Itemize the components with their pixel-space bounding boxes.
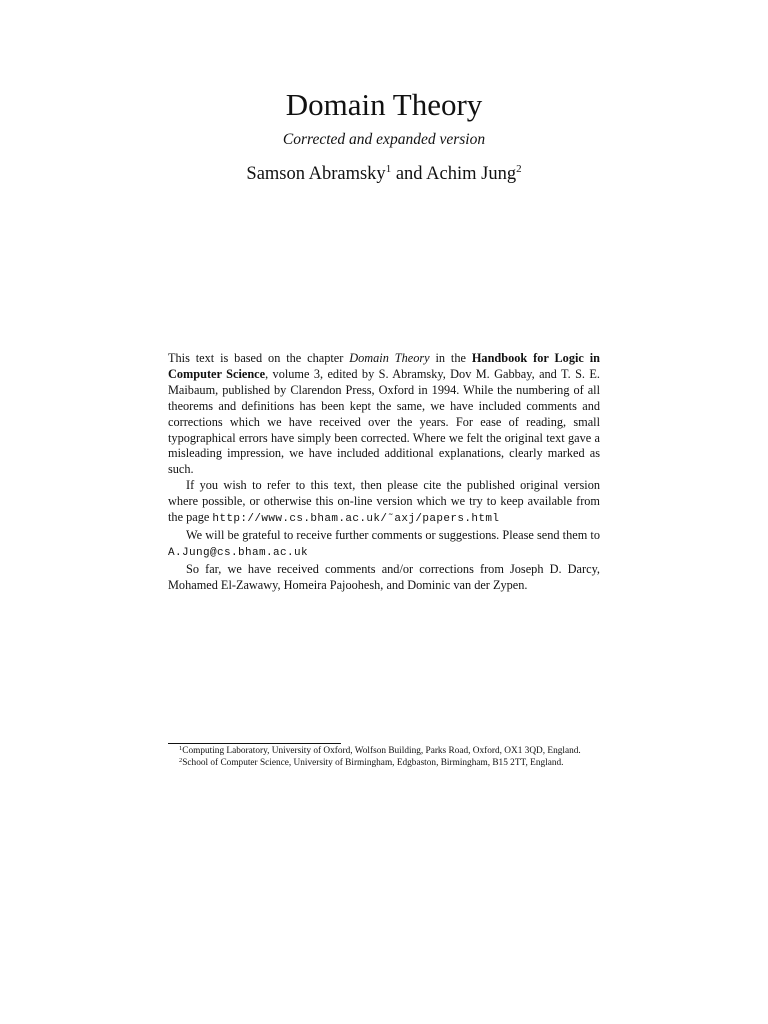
text-run: If you wish to refer to this text, then please cite the published original version where possible, or otherwise this on-line version which we try to keep available from the page (168, 478, 600, 525)
footnote-rule (168, 743, 341, 744)
footnote-item (168, 746, 600, 758)
paper-title: Domain Theory (285, 87, 483, 122)
handbook-title: Handbook for Logic in Computer Science (168, 351, 601, 381)
footnote-marker: 2 (516, 163, 522, 175)
paragraph-acknowledgements: So far, we have received comments and/or corrections from Joseph D. Darcy, Mohamed El-Zawawy, Homeira Pajoohesh, and Dominic van der Zypen. (168, 561, 600, 592)
text-run: We will be grateful to receive further comments or suggestions. Please send them to (186, 527, 600, 542)
author-line (0, 162, 768, 186)
footnote-text: Computing Laboratory, University of Oxford, Wolfson Building, Parks Road, Oxford, OX1 3QD, England. (182, 746, 581, 756)
chapter-title: Domain Theory (349, 351, 430, 365)
email-link[interactable]: A.Jung@cs.bham.ac.uk (168, 546, 309, 559)
text-run: , volume 3, edited by S. Abramsky, Dov M. Gabbay, and T. S. E. Maibaum, published by Clarendon Press, Oxford in 1994. While the numbering of all theorems and definitions has been kept the same, we have included comments and corrections which we have received over the years. For ease of reading, small typographical errors have simply been corrected. Where we felt the original text gave a misleading impression, we have included additional explanations, clearly marked as such. (168, 366, 600, 477)
footnote-marker: 1 (385, 163, 392, 175)
footnote-marker: 1 (179, 745, 183, 752)
footnote-marker: 2 (179, 756, 183, 764)
paragraph-citation (168, 478, 600, 528)
author-name: Achim Jung (426, 164, 517, 184)
paragraph-feedback (168, 528, 600, 562)
author-joiner: and (395, 164, 423, 184)
text-run: in the (429, 351, 472, 365)
footnotes (168, 746, 600, 769)
text-run: This text is based on the chapter (168, 351, 350, 365)
footnote-item (168, 758, 600, 770)
footnote-text: School of Computer Science, University of Birmingham, Edgbaston, Birmingham, B15 2TT, England. (182, 757, 564, 768)
paper-subtitle: Corrected and expanded version (282, 131, 486, 148)
author-name: Samson Abramsky (246, 164, 386, 184)
paragraph-intro (168, 351, 600, 478)
papers-url-link[interactable]: http://www.cs.bham.ac.uk/˜axj/papers.html (212, 513, 500, 526)
abstract-body (168, 351, 600, 594)
